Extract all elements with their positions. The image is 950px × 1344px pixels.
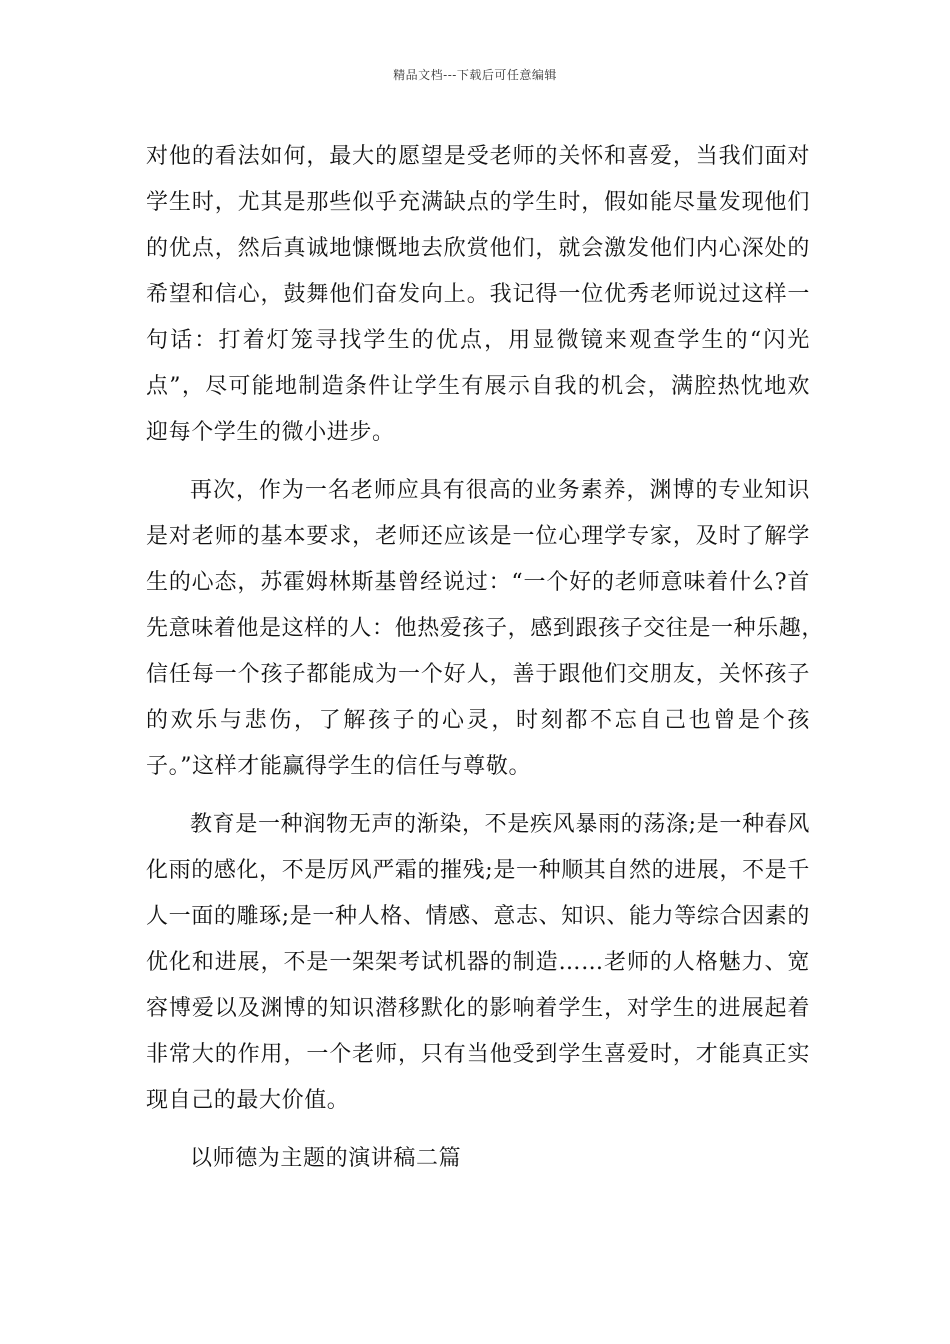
text-line: 非常大的作用，一个老师，只有当他受到学生喜爱时，才能真正实: [146, 1042, 810, 1067]
page-header: 精品文档---下载后可任意编辑: [393, 68, 557, 82]
text-line: 优化和进展，不是一架架考试机器的制造……老师的人格魅力、宽: [146, 950, 810, 975]
heading-line: 以师德为主题的演讲稿二篇: [190, 1146, 462, 1171]
text-line: 人一面的雕琢;是一种人格、情感、意志、知识、能力等综合因素的: [146, 904, 810, 929]
text-line: 生的心态，苏霍姆林斯基曾经说过：“一个好的老师意味着什么?首: [146, 570, 810, 595]
text-line: 句话：打着灯笼寻找学生的优点，用显微镜来观查学生的“闪光: [146, 328, 810, 353]
text-line: 信任每一个孩子都能成为一个好人，善于跟他们交朋友，关怀孩子: [146, 662, 810, 687]
text-line: 现自己的最大价值。: [146, 1088, 350, 1113]
text-line: 点”，尽可能地制造条件让学生有展示自我的机会，满腔热忱地欢: [146, 374, 810, 399]
text-line: 对他的看法如何，最大的愿望是受老师的关怀和喜爱，当我们面对: [146, 144, 810, 169]
text-line: 教育是一种润物无声的渐染，不是疾风暴雨的荡涤;是一种春风: [190, 812, 810, 837]
text-line: 先意味着他是这样的人：他热爱孩子，感到跟孩子交往是一种乐趣，: [146, 616, 825, 641]
text-line: 容博爱以及渊博的知识潜移默化的影响着学生，对学生的进展起着: [146, 996, 810, 1021]
text-line: 的欢乐与悲伤，了解孩子的心灵，时刻都不忘自己也曾是个孩: [146, 708, 810, 733]
text-line: 化雨的感化，不是厉风严霜的摧残;是一种顺其自然的进展，不是千: [146, 858, 810, 883]
text-line: 再次，作为一名老师应具有很高的业务素养，渊博的专业知识: [190, 478, 810, 503]
text-line: 的优点，然后真诚地慷慨地去欣赏他们，就会激发他们内心深处的: [146, 236, 810, 261]
paragraph-1: [146, 134, 810, 456]
text-line: 子。”这样才能赢得学生的信任与尊敬。: [146, 754, 532, 779]
paragraph-2: [146, 468, 825, 790]
text-line: 希望和信心，鼓舞他们奋发向上。我记得一位优秀老师说过这样一: [146, 282, 810, 307]
section-heading: [146, 1136, 810, 1182]
text-line: 是对老师的基本要求，老师还应该是一位心理学专家，及时了解学: [146, 524, 810, 549]
paragraph-3: [146, 802, 810, 1124]
text-line: 迎每个学生的微小进步。: [146, 420, 395, 445]
text-line: 学生时，尤其是那些似乎充满缺点的学生时，假如能尽量发现他们: [146, 190, 810, 215]
document-body: [146, 134, 825, 1194]
